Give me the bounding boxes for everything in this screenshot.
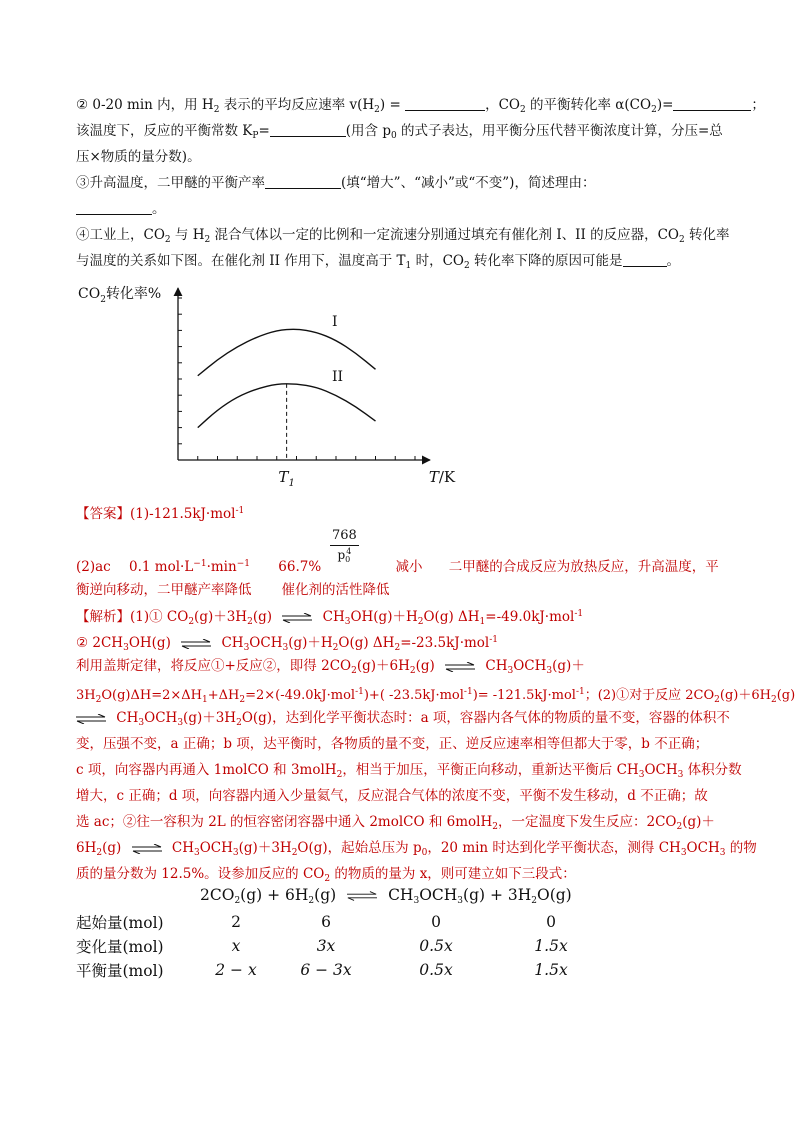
y-axis-label: $CO_2$转化率% <box>78 286 162 305</box>
analysis-line-4: $3H_2O(g)\Delta H=2\times\Delta H_1+\Delta H_2=2\times(-49.0kJ\cdot mol^{-1})+$( -23.5kJ·mol$^{-1}$)= -121.5kJ·mol$^{-1}$；(2)①对于反应 $2CO_2(g)+6H_2(g)$ <box>76 687 796 705</box>
equilibrium-arrow-icon <box>181 639 211 649</box>
analysis-line-2: ② $2CH_3OH(g)$ $CH_3OCH_3(g)+H_2O(g)$ $\Delta H_2=-23.5kJ\cdot mol^{-1}$ <box>76 635 499 653</box>
table-row: 变化量(mol) x 3x 0.5x 1.5x <box>76 937 568 956</box>
conversion-chart <box>70 278 490 498</box>
series-label-II: II <box>332 369 344 386</box>
analysis-line-5: $CH_3OCH_3(g)+3H_2O(g)$，达到化学平衡状态时：a 项，容器内各气体的物质的量不变，容器的体积不 <box>76 709 730 732</box>
kp-fraction: $\frac{768}{p_0^4}$ <box>332 528 357 564</box>
analysis-line-11: 质的量分数为 12.5%。设参加反应的 $CO_2$ 的物质的量为 x，则可建立如下三段式： <box>76 866 576 884</box>
answer-line-2: (2)ac 0.1 $mol\cdot L^{-1}\cdot\min^{-1}$ 66.7% 减小 二甲醚的合成反应为放热反应，升高温度，平 <box>76 559 719 575</box>
equilibrium-arrow-icon <box>76 714 106 724</box>
answer-blank-reason[interactable] <box>76 201 152 215</box>
ice-equation: $2CO_2(g) + 6H_2(g) CH_3OCH_3(g) + 3H_2O(g)$ <box>200 886 572 906</box>
answer-blank-rate[interactable] <box>405 97 485 111</box>
answer-blank-catalyst[interactable] <box>623 253 667 267</box>
answer-blank-conversion[interactable] <box>673 97 751 111</box>
equilibrium-arrow-icon <box>445 662 475 672</box>
t1-tick-label: $T_1$ <box>278 468 295 489</box>
analysis-line-9: 选 ac；②往一容积为 2L 的恒容密闭容器中通入 2molCO 和 6molH$_2$，一定温度下发生反应：$2CO_2(g)+$ <box>76 814 715 832</box>
q4-line-2: 与温度的关系如下图。在催化剂 II 作用下，温度高于 $T_1$ 时，$CO_2$ 转化率下降的原因可能是 。 <box>76 253 681 271</box>
analysis-line-1: 【解析】(1)① $CO_2(g)+3H_2(g)$ $CH_3OH(g)+H_2O(g)$ $\Delta H_1=-49.0kJ\cdot mol^{-1}$ <box>76 609 584 627</box>
answer-line-3: 衡逆向移动，二甲醚产率降低 催化剂的活性降低 <box>76 582 390 598</box>
equilibrium-arrow-icon <box>347 891 377 901</box>
series-label-I: I <box>332 314 338 331</box>
x-axis-label: T/K <box>428 468 456 486</box>
answer-blank-kp[interactable] <box>270 123 346 137</box>
answer-blank-yield[interactable] <box>265 175 341 189</box>
q4-line-1: ④工业上，$CO_2$ 与 $H_2$ 混合气体以一定的比例和一定流速分别通过填充有催化剂 I、II 的反应器，$CO_2$ 转化率 <box>76 227 730 245</box>
q3-line-1: ③升高温度，二甲醚的平衡产率 (填“增大”、“减小”或“不变”)，简述理由： <box>76 175 596 191</box>
q3-line-2: 。 <box>76 200 166 218</box>
analysis-line-3: 利用盖斯定律，将反应①+反应②，即得 $2CO_2(g)+6H_2(g)$ $CH_3OCH_3(g)+$ <box>76 658 585 676</box>
analysis-line-8: 增大，c 正确；d 项，向容器内通入少量氦气，反应混合气体的浓度不变，平衡不发生移动，d 不正确；故 <box>76 788 708 804</box>
series-line-I <box>198 329 376 375</box>
ice-table <box>76 910 606 982</box>
answer-line-1: 【答案】(1)-121.5kJ·mol$^{-1}$ <box>76 506 245 522</box>
table-row: 起始量(mol) 2 6 0 0 <box>76 913 556 932</box>
analysis-line-7: c 项，向容器内再通入 1molCO 和 3molH$_2$，相当于加压，平衡正向移动，重新达平衡后 $CH_3OCH_3$ 体积分数 <box>76 762 742 780</box>
equilibrium-arrow-icon <box>282 613 312 623</box>
q2-line-1: ② 0-20 min 内，用 $H_2$ 表示的平均反应速率 $v(H_2)$ = ，$CO_2$ 的平衡转化率 $\alpha(CO_2)=$ ； <box>76 97 765 115</box>
analysis-line-6: 变，压强不变，a 正确；b 项，达平衡时，各物质的量不变，正、逆反应速率相等但都大于零，b 不正确； <box>76 736 709 752</box>
analysis-line-10: $6H_2(g)$ $CH_3OCH_3(g)+3H_2O(g)$，起始总压为 $p_0$，20 min 时达到化学平衡状态，测得 $CH_3OCH_3$ 的物 <box>76 840 757 858</box>
q2-line-2: 该温度下，反应的平衡常数 $K_P=$ (用含 $p_0$ 的式子表达，用平衡分压代替平衡浓度计算，分压=总 <box>76 123 723 141</box>
equilibrium-arrow-icon <box>132 844 162 854</box>
q2-line-3: 压×物质的量分数)。 <box>76 149 201 165</box>
table-row: 平衡量(mol) 2 − x 6 − 3x 0.5x 1.5x <box>76 961 568 980</box>
